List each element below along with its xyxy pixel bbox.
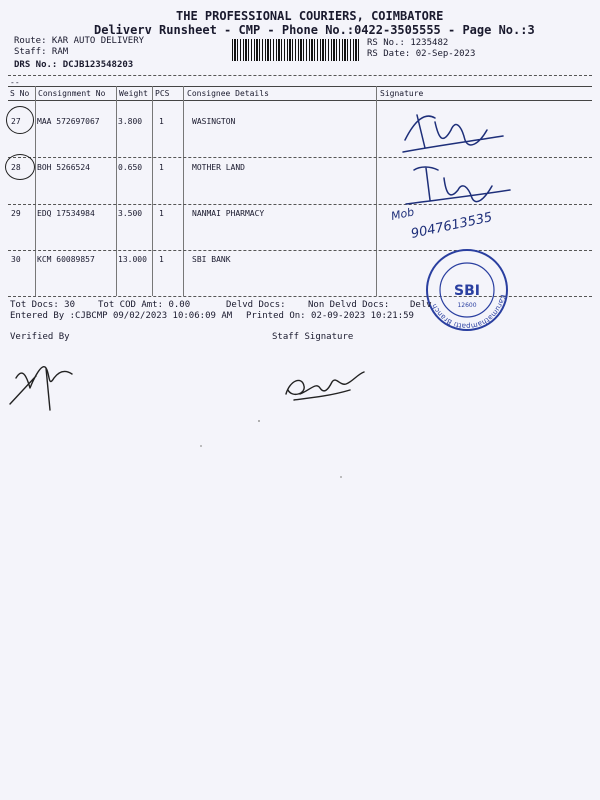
row-consignment: EDQ 17534984 bbox=[37, 209, 95, 218]
circle-mark bbox=[5, 154, 35, 180]
row-weight: 13.000 bbox=[118, 255, 147, 264]
signature-row-27 bbox=[395, 100, 515, 160]
col-separator bbox=[152, 86, 153, 296]
drs-number: DRS No.: DCJB123548203 bbox=[14, 60, 134, 70]
delv-truncated: Delv bbox=[410, 300, 432, 310]
col-consignee: Consignee Details bbox=[187, 89, 269, 98]
row-weight: 0.650 bbox=[118, 163, 143, 172]
stamp-ring-text: Karumathampatti Branch bbox=[430, 293, 507, 331]
row-sno: 29 bbox=[11, 209, 21, 218]
phone-note-handwriting bbox=[389, 205, 512, 246]
row-sno: 28 bbox=[11, 163, 21, 172]
circle-mark bbox=[6, 106, 34, 134]
rs-number: RS No.: 1235482 bbox=[367, 38, 449, 48]
barcode bbox=[232, 39, 360, 61]
phone-note: 9047613535 bbox=[409, 210, 494, 242]
rs-date: RS Date: 02-Sep-2023 bbox=[367, 49, 476, 59]
divider bbox=[8, 75, 592, 76]
row-consignee: NANMAI PHARMACY bbox=[192, 209, 265, 218]
row-consignee: WASINGTON bbox=[192, 117, 236, 126]
row-consignee: SBI BANK bbox=[192, 255, 231, 264]
entered-by: Entered By :CJBCMP 09/02/2023 10:06:09 AM bbox=[10, 311, 233, 321]
col-consignment: Consignment No bbox=[38, 89, 106, 98]
total-cod: Tot COD Amt: 0.00 bbox=[98, 300, 191, 310]
col-separator bbox=[376, 86, 377, 296]
printed-on: Printed On: 02-09-2023 10:21:59 bbox=[246, 311, 414, 321]
row-weight: 3.800 bbox=[118, 117, 143, 126]
col-separator bbox=[35, 86, 36, 296]
staff-signature bbox=[280, 360, 370, 410]
stamp-code: 12600 bbox=[457, 302, 477, 309]
row-pcs: 1 bbox=[159, 255, 164, 264]
row-pcs: 1 bbox=[159, 209, 164, 218]
verified-signature bbox=[6, 348, 86, 418]
route-label: Route: KAR AUTO DELIVERY bbox=[14, 36, 145, 46]
col-signature: Signature bbox=[380, 89, 424, 98]
non-delivered-docs: Non Delvd Docs: bbox=[308, 300, 390, 310]
phone-prefix: Mob bbox=[389, 205, 416, 223]
col-separator bbox=[183, 86, 184, 296]
table-top-rule bbox=[8, 86, 592, 87]
row-consignee: MOTHER LAND bbox=[192, 163, 245, 172]
row-consignment: BOH 5266524 bbox=[37, 163, 90, 172]
staff-signature-label: Staff Signature bbox=[272, 332, 354, 342]
company-title: THE PROFESSIONAL COURIERS, COIMBATORE bbox=[176, 9, 444, 23]
leading-mark: -- bbox=[10, 78, 20, 87]
signature-row-28 bbox=[400, 160, 520, 210]
runsheet-title: Deliverv Runsheet - CMP - Phone No.:0422-3505555 - Page No.:3 bbox=[94, 23, 535, 37]
staff-label: Staff: RAM bbox=[14, 47, 69, 57]
row-pcs: 1 bbox=[159, 163, 164, 172]
scan-speck bbox=[340, 476, 342, 478]
total-docs: Tot Docs: 30 bbox=[10, 300, 76, 310]
row-sno: 27 bbox=[11, 117, 21, 126]
stamp-center: SBI bbox=[454, 283, 480, 299]
row-weight: 3.500 bbox=[118, 209, 143, 218]
scan-speck bbox=[200, 445, 202, 447]
row-consignment: MAA 572697067 bbox=[37, 117, 100, 126]
verified-by-label: Verified By bbox=[10, 332, 70, 342]
col-separator bbox=[116, 86, 117, 296]
bank-stamp bbox=[424, 247, 510, 333]
col-pcs: PCS bbox=[155, 89, 170, 98]
row-consignment: KCM 60089857 bbox=[37, 255, 95, 264]
col-sno: S No bbox=[10, 89, 30, 98]
row-pcs: 1 bbox=[159, 117, 164, 126]
scan-speck bbox=[258, 420, 260, 422]
row-sno: 30 bbox=[11, 255, 21, 264]
delivered-docs: Delvd Docs: bbox=[226, 300, 286, 310]
col-weight: Weight bbox=[119, 89, 148, 98]
